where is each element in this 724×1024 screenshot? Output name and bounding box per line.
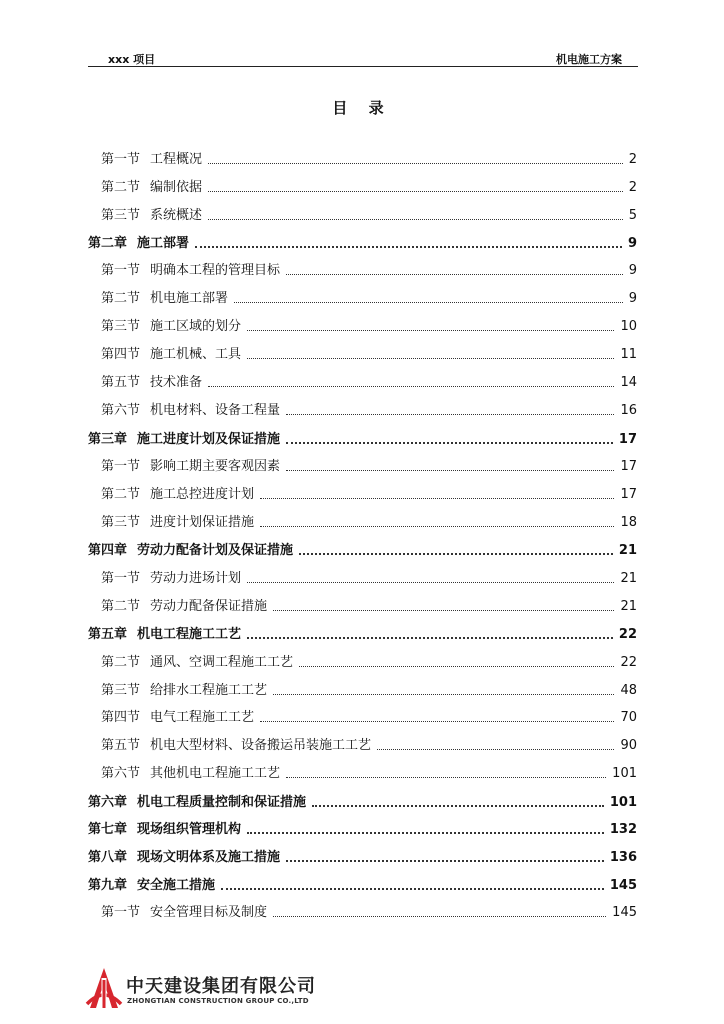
toc-section-entry[interactable] <box>101 453 637 475</box>
toc-entry-number: 第六节 <box>101 403 141 418</box>
toc-entry-page: 90 <box>620 738 637 753</box>
toc-section-entry[interactable] <box>101 565 637 587</box>
toc-entry-title: 劳动力配备计划及保证措施 <box>137 543 294 558</box>
toc-entry-page: 17 <box>618 432 637 447</box>
toc-entry-page: 21 <box>620 571 637 586</box>
toc-section-entry[interactable] <box>101 202 637 224</box>
dot-leader <box>286 777 606 778</box>
toc-chapter-entry[interactable] <box>88 537 637 559</box>
toc-entry-number: 第二章 <box>88 236 128 251</box>
dot-leader <box>247 582 614 583</box>
dot-leader <box>286 414 614 415</box>
toc-chapter-entry[interactable] <box>88 426 637 448</box>
toc-entry-title: 进度计划保证措施 <box>150 515 255 530</box>
toc-entry-page: 2 <box>628 152 637 167</box>
toc-section-entry[interactable] <box>101 593 637 615</box>
toc-entry-title: 机电工程质量控制和保证措施 <box>137 795 307 810</box>
toc-entry-title: 劳动力配备保证措施 <box>150 599 268 614</box>
toc-entry-page: 17 <box>620 459 637 474</box>
toc-entry-page: 70 <box>620 710 637 725</box>
toc-entry-number: 第五节 <box>101 375 141 390</box>
toc-chapter-entry[interactable] <box>88 789 637 811</box>
toc-entry-title: 明确本工程的管理目标 <box>150 263 281 278</box>
dot-leader <box>247 358 614 359</box>
toc-section-entry[interactable] <box>101 285 637 307</box>
toc-entry-number: 第三节 <box>101 515 141 530</box>
header-divider <box>88 66 638 67</box>
toc-entry-page: 2 <box>628 180 637 195</box>
toc-entry-number: 第四节 <box>101 710 141 725</box>
toc-section-entry[interactable] <box>101 397 637 419</box>
toc-entry-title: 安全施工措施 <box>137 878 216 893</box>
toc-entry-title: 施工区域的划分 <box>150 319 242 334</box>
toc-entry-title: 电气工程施工工艺 <box>150 710 255 725</box>
dot-leader <box>299 553 613 555</box>
toc-section-entry[interactable] <box>101 146 637 168</box>
toc-entry-title: 机电大型材料、设备搬运吊装施工工艺 <box>150 738 372 753</box>
toc-section-entry[interactable] <box>101 760 637 782</box>
dot-leader <box>208 163 623 164</box>
dot-leader <box>299 666 614 667</box>
dot-leader <box>208 219 623 220</box>
toc-entry-title: 施工进度计划及保证措施 <box>137 432 281 447</box>
toc-section-entry[interactable] <box>101 174 637 196</box>
toc-entry-number: 第一节 <box>101 152 141 167</box>
toc-entry-title: 系统概述 <box>150 208 203 223</box>
toc-section-entry[interactable] <box>101 704 637 726</box>
toc-entry-number: 第三节 <box>101 208 141 223</box>
toc-entry-page: 9 <box>627 236 637 251</box>
toc-section-entry[interactable] <box>101 899 637 921</box>
toc-entry-page: 145 <box>609 878 637 893</box>
toc-entry-page: 9 <box>628 291 637 306</box>
toc-section-entry[interactable] <box>101 341 637 363</box>
dot-leader <box>286 860 604 862</box>
toc-entry-title: 机电工程施工工艺 <box>137 627 242 642</box>
header-doc-title: 机电施工方案 <box>556 53 622 66</box>
zhongtian-logo-icon <box>84 964 124 1012</box>
toc-entry-page: 10 <box>620 319 637 334</box>
toc-chapter-entry[interactable] <box>88 844 637 866</box>
dot-leader <box>312 805 604 807</box>
toc-chapter-entry[interactable] <box>88 872 637 894</box>
dot-leader <box>273 916 606 917</box>
dot-leader <box>377 749 614 750</box>
toc-entry-number: 第四章 <box>88 543 128 558</box>
toc-entry-number: 第一节 <box>101 459 141 474</box>
toc-entry-title: 施工机械、工具 <box>150 347 242 362</box>
toc-chapter-entry[interactable] <box>88 230 637 252</box>
toc-entry-page: 101 <box>612 766 637 781</box>
toc-entry-page: 101 <box>609 795 637 810</box>
toc-entry-number: 第三节 <box>101 683 141 698</box>
dot-leader <box>273 610 614 611</box>
toc-chapter-entry[interactable] <box>88 621 637 643</box>
dot-leader <box>260 721 614 722</box>
toc-entry-title: 其他机电工程施工工艺 <box>150 766 281 781</box>
toc-entry-number: 第五节 <box>101 738 141 753</box>
page-header <box>88 51 638 67</box>
toc-section-entry[interactable] <box>101 257 637 279</box>
toc-entry-title: 技术准备 <box>150 375 203 390</box>
toc-entry-title: 劳动力进场计划 <box>150 571 242 586</box>
toc-entry-number: 第六章 <box>88 795 128 810</box>
dot-leader <box>260 498 614 499</box>
toc-entry-title: 现场文明体系及施工措施 <box>137 850 281 865</box>
toc-entry-title: 安全管理目标及制度 <box>150 905 268 920</box>
dot-leader <box>221 888 604 890</box>
toc-entry-number: 第三节 <box>101 319 141 334</box>
toc-entry-number: 第六节 <box>101 766 141 781</box>
toc-entry-number: 第二节 <box>101 180 141 195</box>
toc-entry-number: 第二节 <box>101 291 141 306</box>
toc-entry-page: 22 <box>618 627 637 642</box>
toc-entry-page: 14 <box>620 375 637 390</box>
toc-entry-title: 现场组织管理机构 <box>137 822 242 837</box>
toc-entry-number: 第一节 <box>101 571 141 586</box>
toc-entry-page: 17 <box>620 487 637 502</box>
dot-leader <box>208 191 623 192</box>
toc-entry-number: 第三章 <box>88 432 128 447</box>
toc-entry-title: 机电施工部署 <box>150 291 229 306</box>
toc-entry-number: 第一节 <box>101 905 141 920</box>
toc-entry-page: 18 <box>620 515 637 530</box>
dot-leader <box>247 330 614 331</box>
toc-entry-number: 第二节 <box>101 655 141 670</box>
toc-entry-title: 编制依据 <box>150 180 203 195</box>
toc-entry-title: 施工部署 <box>137 236 190 251</box>
toc-entry-page: 9 <box>628 263 637 278</box>
toc-entry-number: 第七章 <box>88 822 128 837</box>
dot-leader <box>234 302 623 303</box>
toc-chapter-entry[interactable] <box>88 816 637 838</box>
toc-entry-number: 第四节 <box>101 347 141 362</box>
toc-section-entry[interactable] <box>101 677 637 699</box>
toc-entry-title: 工程概况 <box>150 152 203 167</box>
toc-section-entry[interactable] <box>101 369 637 391</box>
toc-entry-page: 21 <box>618 543 637 558</box>
company-name-en: ZHONGTIAN CONSTRUCTION GROUP CO.,LTD <box>127 997 309 1005</box>
toc-entry-page: 48 <box>620 683 637 698</box>
toc-entry-page: 21 <box>620 599 637 614</box>
toc-entry-number: 第二节 <box>101 599 141 614</box>
dot-leader <box>260 526 614 527</box>
toc-title: 目 录 <box>332 99 392 117</box>
toc-entry-title: 影响工期主要客观因素 <box>150 459 281 474</box>
toc-entry-title: 给排水工程施工工艺 <box>150 683 268 698</box>
dot-leader <box>273 694 614 695</box>
toc-entry-page: 132 <box>609 822 637 837</box>
toc-section-entry[interactable] <box>101 649 637 671</box>
dot-leader <box>195 246 622 248</box>
toc-section-entry[interactable] <box>101 732 637 754</box>
toc-entry-page: 145 <box>612 905 637 920</box>
toc-entry-page: 5 <box>628 208 637 223</box>
company-logo <box>84 964 324 1016</box>
toc-section-entry[interactable] <box>101 481 637 503</box>
dot-leader <box>247 637 613 639</box>
toc-entry-page: 136 <box>609 850 637 865</box>
toc-entry-page: 16 <box>620 403 637 418</box>
dot-leader <box>208 386 614 387</box>
toc-section-entry[interactable] <box>101 509 637 531</box>
dot-leader <box>286 470 614 471</box>
toc-entry-number: 第五章 <box>88 627 128 642</box>
toc-entry-number: 第九章 <box>88 878 128 893</box>
dot-leader <box>286 442 613 444</box>
toc-entry-page: 22 <box>620 655 637 670</box>
toc-entry-title: 机电材料、设备工程量 <box>150 403 281 418</box>
dot-leader <box>286 274 623 275</box>
header-project: xxx 项目 <box>108 53 156 66</box>
toc-entry-title: 施工总控进度计划 <box>150 487 255 502</box>
toc-entry-number: 第一节 <box>101 263 141 278</box>
toc-entry-page: 11 <box>620 347 637 362</box>
toc-entry-number: 第二节 <box>101 487 141 502</box>
toc-entry-number: 第八章 <box>88 850 128 865</box>
dot-leader <box>247 832 604 834</box>
toc-section-entry[interactable] <box>101 313 637 335</box>
toc-entry-title: 通风、空调工程施工工艺 <box>150 655 294 670</box>
company-name-cn: 中天建设集团有限公司 <box>126 976 316 997</box>
